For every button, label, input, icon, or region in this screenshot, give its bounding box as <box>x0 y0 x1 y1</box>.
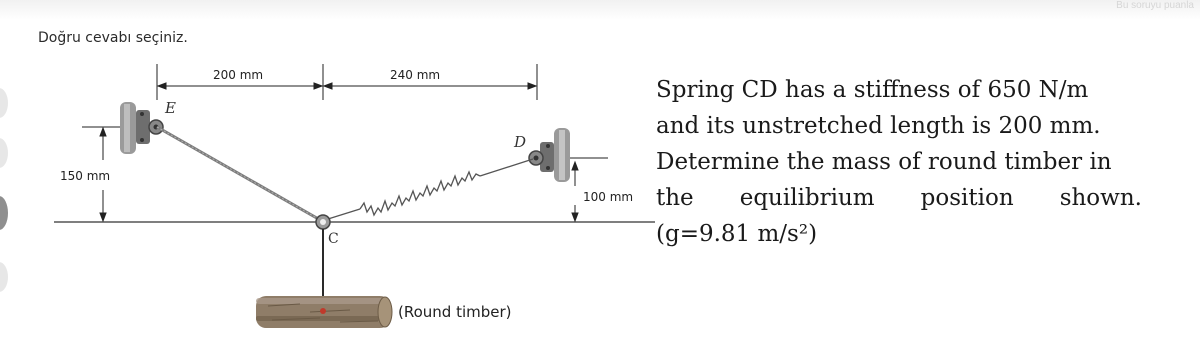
rate-question-label[interactable]: Bu soruyu puanla <box>1116 0 1194 11</box>
problem-line-2: and its unstretched length is 200 mm. <box>656 113 1101 139</box>
label-C: C <box>328 231 339 247</box>
label-D: D <box>514 133 527 151</box>
problem-line-1: Spring CD has a stiffness of 650 N/m <box>656 77 1089 103</box>
wall-support-right <box>529 128 570 182</box>
problem-word: the <box>656 185 694 211</box>
problem-line-3: Determine the mass of round timber in <box>656 149 1112 175</box>
round-timber <box>256 296 392 328</box>
spring-CD <box>328 159 533 219</box>
problem-line-5: (g=9.81 m/s²) <box>656 221 818 247</box>
problem-statement <box>656 72 1142 252</box>
problem-word: shown. <box>1059 185 1142 211</box>
timber-label: (Round timber) <box>398 303 512 321</box>
problem-word: position <box>920 185 1014 211</box>
problem-line-4 <box>656 180 1142 216</box>
dimension-150-label: 150 mm <box>60 169 111 183</box>
dimension-240-label: 240 mm <box>390 68 441 82</box>
instruction-text: Doğru cevabı seçiniz. <box>38 30 188 46</box>
dimension-200-label: 200 mm <box>213 68 264 82</box>
ring-C <box>316 215 330 229</box>
label-E: E <box>165 99 176 117</box>
problem-word: equilibrium <box>739 185 875 211</box>
dimension-240-line <box>324 83 536 89</box>
dimension-100-label: 100 mm <box>583 190 634 204</box>
